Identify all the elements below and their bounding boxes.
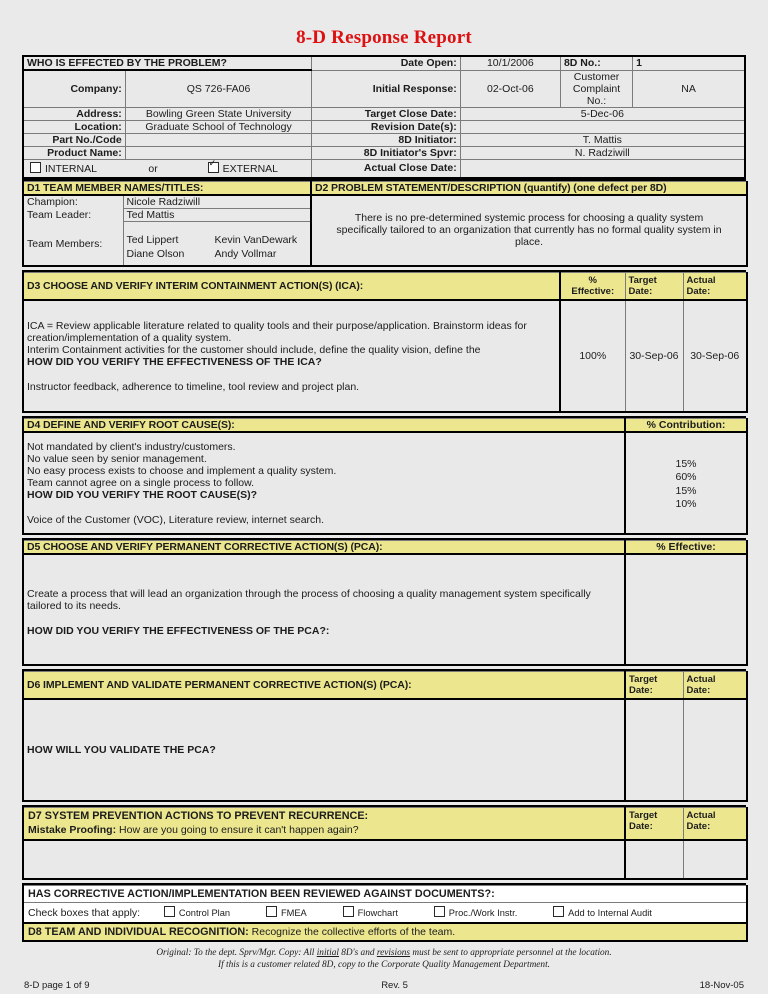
d8-row xyxy=(23,923,747,941)
d5-effective-value[interactable] xyxy=(625,554,747,665)
target-header-line1: Target xyxy=(629,810,658,821)
date-open-label: Date Open: xyxy=(312,56,460,70)
d6-heading-row xyxy=(23,672,747,700)
flowchart-checkbox[interactable] xyxy=(343,906,354,917)
header-row-4 xyxy=(23,120,745,133)
d6-actual-header xyxy=(683,672,747,700)
revision-dates-value[interactable] xyxy=(460,120,745,133)
d3-heading-row xyxy=(23,273,747,301)
root-cause-text: Not mandated by client's industry/customers. xyxy=(27,440,236,453)
d4-body-row xyxy=(23,432,747,534)
customer-complaint-label xyxy=(560,70,632,107)
target-header-line2: Date: xyxy=(629,821,653,832)
header-row-3 xyxy=(23,107,745,120)
actual-header-line2: Date: xyxy=(686,821,711,832)
d5-heading-row xyxy=(23,541,747,555)
note-line1 xyxy=(156,948,611,958)
note-part-b: 8D's and xyxy=(338,948,377,958)
note-underline-initial: initial xyxy=(316,948,339,958)
target-header-line2: Date: xyxy=(628,286,653,297)
d4-verify-prompt: HOW DID YOU VERIFY THE ROOT CAUSE(S)? xyxy=(27,488,258,501)
d4-heading: D4 DEFINE AND VERIFY ROOT CAUSE(S): xyxy=(23,419,625,433)
d7-target-header xyxy=(625,808,683,841)
eightd-no-label: 8D No.: xyxy=(560,56,632,70)
customer-complaint-label-line2: Complaint No.: xyxy=(572,82,621,107)
target-header-line2: Date: xyxy=(629,685,653,696)
d5-effective-header: % Effective: xyxy=(625,541,747,555)
d6-validate-prompt: HOW WILL YOU VALIDATE THE PCA? xyxy=(27,744,216,756)
header-row-5 xyxy=(23,133,745,146)
d7-heading-row xyxy=(23,808,747,841)
effective-header-line1: % xyxy=(588,275,597,286)
d6-heading: D6 IMPLEMENT AND VALIDATE PERMANENT CORRECTIVE ACTION(S) (PCA): xyxy=(23,672,625,700)
note-underline-revisions: revisions xyxy=(376,948,411,958)
d4-contribution-header: % Contribution: xyxy=(625,419,747,433)
or-label: or xyxy=(148,162,158,175)
check-boxes-label: Check boxes that apply: xyxy=(28,907,141,919)
member-name: Andy Vollmar xyxy=(214,247,277,260)
footer-page-number: 8-D page 1 of 9 xyxy=(24,980,90,991)
internal-label: INTERNAL xyxy=(45,162,97,175)
d1-heading: D1 TEAM MEMBER NAMES/TITLES: xyxy=(23,181,311,195)
d6-body-row xyxy=(23,699,747,801)
address-label: Address: xyxy=(23,107,125,120)
actual-header-line2: Date: xyxy=(686,286,711,297)
actual-close-value[interactable] xyxy=(460,159,745,178)
proc-work-instr-label: Proc./Work Instr. xyxy=(448,908,518,918)
footer-revision: Rev. 5 xyxy=(381,980,408,991)
who-affected-banner: WHO IS EFFECTED BY THE PROBLEM? xyxy=(23,56,312,70)
actual-close-label: Actual Close Date: xyxy=(312,159,460,178)
d7-heading-cell xyxy=(23,808,625,841)
d3-section xyxy=(22,272,748,413)
d8-heading: D8 TEAM AND INDIVIDUAL RECOGNITION: xyxy=(28,926,249,938)
actual-header-line2: Date: xyxy=(686,685,711,696)
team-members-value[interactable] xyxy=(123,221,311,266)
note-part-a: Original: To the dept. Sprv/Mgr. Copy: All xyxy=(156,948,317,958)
review-heading: HAS CORRECTIVE ACTION/IMPLEMENTATION BEEN REVIEWED AGAINST DOCUMENTS?: xyxy=(23,886,747,903)
root-cause-text: No easy process exists to choose and implement a quality system. xyxy=(27,464,337,477)
initial-response-value[interactable]: 02-Oct-06 xyxy=(460,70,560,107)
d4-verify-answer: Voice of the Customer (VOC), Literature review, internet search. xyxy=(27,513,325,526)
flowchart-label: Flowchart xyxy=(357,908,398,918)
initiator-label: 8D Initiator: xyxy=(312,133,460,146)
target-header-line1: Target xyxy=(629,674,658,685)
footer-date: 18-Nov-05 xyxy=(699,980,744,991)
member-name: Diane Olson xyxy=(126,247,185,260)
d5-body-row xyxy=(23,554,747,665)
d3-target-header xyxy=(625,273,683,301)
root-cause-text: Team cannot agree on a single process to follow. xyxy=(27,476,255,489)
review-checkboxes xyxy=(23,903,747,924)
target-close-label: Target Close Date: xyxy=(312,107,460,120)
d7-mistake-proofing-row xyxy=(28,824,620,837)
product-name-value[interactable] xyxy=(125,146,312,159)
actual-header-line1: Actual xyxy=(686,674,716,685)
d4-heading-row xyxy=(23,419,747,433)
d3-actual-value[interactable]: 30-Sep-06 xyxy=(683,300,747,412)
company-value[interactable]: QS 726-FA06 xyxy=(125,70,312,107)
control-plan-label: Control Plan xyxy=(178,908,231,918)
d7-section xyxy=(22,807,748,880)
header-section xyxy=(22,55,746,179)
fmea-checkbox[interactable] xyxy=(266,906,277,917)
add-internal-audit-checkbox[interactable] xyxy=(553,906,564,917)
review-d8-section xyxy=(22,885,748,942)
d5-pca-text: Create a process that will lead an organization through the process of choosing a quality management system specifically tailored to its needs. xyxy=(27,588,591,612)
d3-actual-header xyxy=(683,273,747,301)
d7-actual-header xyxy=(683,808,747,841)
location-value[interactable]: Graduate School of Technology xyxy=(125,120,312,133)
header-row-6 xyxy=(23,146,745,159)
internal-external-row xyxy=(23,159,312,178)
distribution-note xyxy=(22,947,746,971)
d3-body-row xyxy=(23,300,747,412)
review-heading-row xyxy=(23,886,747,903)
contribution-pct: 15% xyxy=(675,484,697,497)
eightd-no-value[interactable]: 1 xyxy=(633,56,745,70)
fmea-label: FMEA xyxy=(280,908,307,918)
actual-header-line1: Actual xyxy=(686,275,716,286)
target-close-value[interactable]: 5-Dec-06 xyxy=(460,107,745,120)
actual-header-line1: Actual xyxy=(686,810,716,821)
page-footer xyxy=(22,980,746,991)
d8-text: Recognize the collective efforts of the team. xyxy=(251,926,456,938)
mistake-proofing-text: How are you going to ensure it can't happen again? xyxy=(119,824,359,836)
d7-heading: D7 SYSTEM PREVENTION ACTIONS TO PREVENT RECURRENCE: xyxy=(28,810,369,822)
member-name: Kevin VanDewark xyxy=(214,233,298,246)
d1-d2-heading-row xyxy=(23,181,747,195)
internal-checkbox[interactable] xyxy=(30,162,41,173)
d1-d2-section xyxy=(22,181,748,268)
d3-effective-header xyxy=(560,273,625,301)
member-name: Ted Lippert xyxy=(126,233,179,246)
part-no-label: Part No./Code xyxy=(23,133,125,146)
initiator-value[interactable]: T. Mattis xyxy=(460,133,745,146)
d4-section xyxy=(22,418,748,535)
target-header-line1: Target xyxy=(628,275,657,286)
d3-effective-value[interactable]: 100% xyxy=(560,300,625,412)
d2-heading: D2 PROBLEM STATEMENT/DESCRIPTION (quantify) (one defect per 8D) xyxy=(311,181,747,195)
header-row-1 xyxy=(23,56,745,70)
d5-heading: D5 CHOOSE AND VERIFY PERMANENT CORRECTIVE ACTION(S) (PCA): xyxy=(23,541,625,555)
d6-actual-value[interactable] xyxy=(683,699,747,801)
part-no-value[interactable] xyxy=(125,133,312,146)
champion-label: Champion: xyxy=(23,195,123,209)
product-name-label: Product Name: xyxy=(23,146,125,159)
root-cause-text: No value seen by senior management. xyxy=(27,452,207,465)
d3-ica-line2: Interim Containment activities for the customer should include, define the quality vision, define the xyxy=(27,343,481,356)
d6-target-header xyxy=(625,672,683,700)
note-part-c: must be sent to appropriate personnel at the location. xyxy=(410,948,612,958)
d3-verify-prompt: HOW DID YOU VERIFY THE EFFECTIVENESS OF THE ICA? xyxy=(27,355,322,368)
d3-verify-answer: Instructor feedback, adherence to timeline, tool review and project plan. xyxy=(27,380,360,393)
d3-target-value[interactable]: 30-Sep-06 xyxy=(625,300,683,412)
mistake-proofing-label: Mistake Proofing: xyxy=(28,824,117,836)
team-leader-value[interactable]: Ted Mattis xyxy=(123,208,311,221)
d3-heading: D3 CHOOSE AND VERIFY INTERIM CONTAINMENT ACTION(S) (ICA): xyxy=(23,273,560,301)
customer-complaint-value[interactable]: NA xyxy=(633,70,745,107)
page-title: 8-D Response Report xyxy=(296,27,472,48)
contribution-pct: 15% xyxy=(675,457,697,470)
d7-body-row xyxy=(23,840,747,879)
d6-body[interactable] xyxy=(23,699,625,801)
d5-verify-prompt: HOW DID YOU VERIFY THE EFFECTIVENESS OF THE PCA?: xyxy=(27,625,330,637)
revision-dates-label: Revision Date(s): xyxy=(312,120,460,133)
team-members-label: Team Members: xyxy=(23,221,123,266)
note-line2: If this is a customer related 8D, copy to the Corporate Quality Management Department. xyxy=(218,960,550,970)
champion-value[interactable]: Nicole Radziwill xyxy=(123,195,311,209)
d7-target-value[interactable] xyxy=(625,840,683,879)
d7-body[interactable] xyxy=(23,840,625,879)
proc-work-instr-checkbox[interactable] xyxy=(434,906,445,917)
d6-target-value[interactable] xyxy=(625,699,683,801)
customer-complaint-label-line1: Customer xyxy=(573,70,620,83)
initial-response-label: Initial Response: xyxy=(312,70,460,107)
location-label: Location: xyxy=(23,120,125,133)
d3-ica-line1: ICA = Review applicable literature related to quality tools and their purpose/application. Brainstorm ideas for creation/implementation of a quality system. xyxy=(27,319,527,344)
contribution-pct: 10% xyxy=(675,497,697,510)
header-row-7 xyxy=(23,159,745,178)
d4-body[interactable] xyxy=(23,432,625,534)
review-checkbox-row xyxy=(23,903,747,924)
initiator-spvr-label: 8D Initiator's Spvr: xyxy=(312,146,460,159)
company-label: Company: xyxy=(23,70,125,107)
address-value[interactable]: Bowling Green State University xyxy=(125,107,312,120)
d2-problem-statement[interactable]: There is no pre-determined systemic process for choosing a quality system specifically tailored to an organization that currently has no formal quality system in place. xyxy=(311,195,747,267)
d6-section xyxy=(22,671,748,802)
d5-section xyxy=(22,540,748,666)
contribution-pct: 60% xyxy=(675,471,697,484)
initiator-spvr-value[interactable]: N. Radziwill xyxy=(460,146,745,159)
d3-body[interactable] xyxy=(23,300,560,412)
control-plan-checkbox[interactable] xyxy=(164,906,175,917)
date-open-value[interactable]: 10/1/2006 xyxy=(460,56,560,70)
external-label: EXTERNAL xyxy=(222,162,279,175)
d5-body[interactable] xyxy=(23,554,625,665)
report-form xyxy=(22,28,746,991)
external-checkbox[interactable] xyxy=(208,162,219,173)
d4-contributions[interactable] xyxy=(625,432,747,534)
team-leader-label: Team Leader: xyxy=(23,208,123,221)
header-row-2 xyxy=(23,70,745,107)
d8-cell xyxy=(23,923,747,941)
d7-actual-value[interactable] xyxy=(683,840,747,879)
effective-header-line2: Effective: xyxy=(571,286,615,297)
d1-champion-row xyxy=(23,195,747,209)
add-internal-audit-label: Add to Internal Audit xyxy=(568,908,652,918)
